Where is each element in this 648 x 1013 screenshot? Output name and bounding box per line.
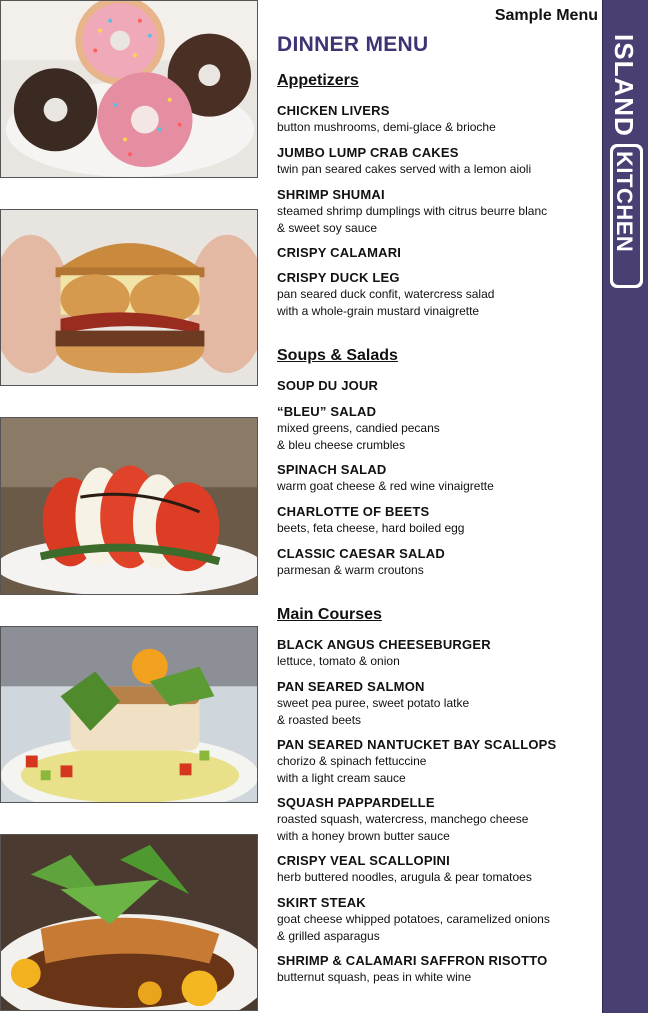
section-title-soups-salads: Soups & Salads <box>277 347 398 364</box>
item-name: JUMBO LUMP CRAB CAKES <box>277 145 459 160</box>
menu-item <box>277 244 597 261</box>
svg-text:ISLAND: ISLAND <box>609 34 639 137</box>
menu-item <box>277 636 597 670</box>
item-name: CRISPY DUCK LEG <box>277 270 400 285</box>
item-name: SPINACH SALAD <box>277 462 387 477</box>
menu-item <box>277 545 597 579</box>
item-name: CLASSIC CAESAR SALAD <box>277 546 445 561</box>
item-description: steamed shrimp dumplings with citrus beurre blanc & sweet soy sauce <box>277 204 548 235</box>
menu-item <box>277 794 597 844</box>
item-name: SQUASH PAPPARDELLE <box>277 795 435 810</box>
island-kitchen-logo <box>602 30 648 292</box>
donuts-photo <box>0 0 258 178</box>
item-name: “BLEU” SALAD <box>277 404 377 419</box>
item-name: CRISPY CALAMARI <box>277 245 402 260</box>
item-name: SHRIMP & CALAMARI SAFFRON RISOTTO <box>277 953 548 968</box>
menu-item <box>277 461 597 495</box>
item-name: PAN SEARED NANTUCKET BAY SCALLOPS <box>277 737 557 752</box>
section-title-appetizers: Appetizers <box>277 72 359 89</box>
salmon-photo <box>0 626 258 803</box>
sample-menu-label: Sample Menu <box>494 7 598 24</box>
veal-scallopini-photo <box>0 834 258 1011</box>
menu-item <box>277 678 597 728</box>
item-description: chorizo & spinach fettuccine with a light cream sauce <box>277 754 427 785</box>
menu-item <box>277 894 597 944</box>
item-description: warm goat cheese & red wine vinaigrette <box>277 479 494 493</box>
item-name: SOUP DU JOUR <box>277 378 379 393</box>
menu-item <box>277 377 597 394</box>
menu-item <box>277 186 597 236</box>
item-description: roasted squash, watercress, manchego cheese with a honey brown butter sauce <box>277 812 529 843</box>
item-name: SHRIMP SHUMAI <box>277 187 385 202</box>
item-description: beets, feta cheese, hard boiled egg <box>277 521 465 535</box>
item-description: pan seared duck confit, watercress salad with a whole-grain mustard vinaigrette <box>277 287 495 318</box>
menu-item <box>277 852 597 886</box>
item-name: CHICKEN LIVERS <box>277 103 390 118</box>
menu-item <box>277 144 597 178</box>
item-name: SKIRT STEAK <box>277 895 366 910</box>
item-description: goat cheese whipped potatoes, caramelized onions & grilled asparagus <box>277 912 550 943</box>
caprese-salad-photo <box>0 417 258 595</box>
item-description: herb buttered noodles, arugula & pear tomatoes <box>277 870 532 884</box>
item-name: BLACK ANGUS CHEESEBURGER <box>277 637 491 652</box>
menu-item <box>277 269 597 319</box>
menu-item <box>277 503 597 537</box>
item-name: CHARLOTTE OF BEETS <box>277 504 430 519</box>
svg-text:KITCHEN: KITCHEN <box>612 151 637 253</box>
item-description: button mushrooms, demi-glace & brioche <box>277 120 496 134</box>
item-name: PAN SEARED SALMON <box>277 679 425 694</box>
menu-item <box>277 736 597 786</box>
section-title-main-courses: Main Courses <box>277 606 382 623</box>
menu-item <box>277 403 597 453</box>
cheeseburger-photo <box>0 209 258 386</box>
item-description: parmesan & warm croutons <box>277 563 424 577</box>
item-description: sweet pea puree, sweet potato latke & roasted beets <box>277 696 470 727</box>
item-description: butternut squash, peas in white wine <box>277 970 472 984</box>
item-description: lettuce, tomato & onion <box>277 654 400 668</box>
item-description: mixed greens, candied pecans & bleu cheese crumbles <box>277 421 440 452</box>
item-name: CRISPY VEAL SCALLOPINI <box>277 853 450 868</box>
menu-item <box>277 102 597 136</box>
menu-title: DINNER MENU <box>277 33 429 56</box>
menu-item <box>277 952 597 986</box>
item-description: twin pan seared cakes served with a lemon aioli <box>277 162 532 176</box>
